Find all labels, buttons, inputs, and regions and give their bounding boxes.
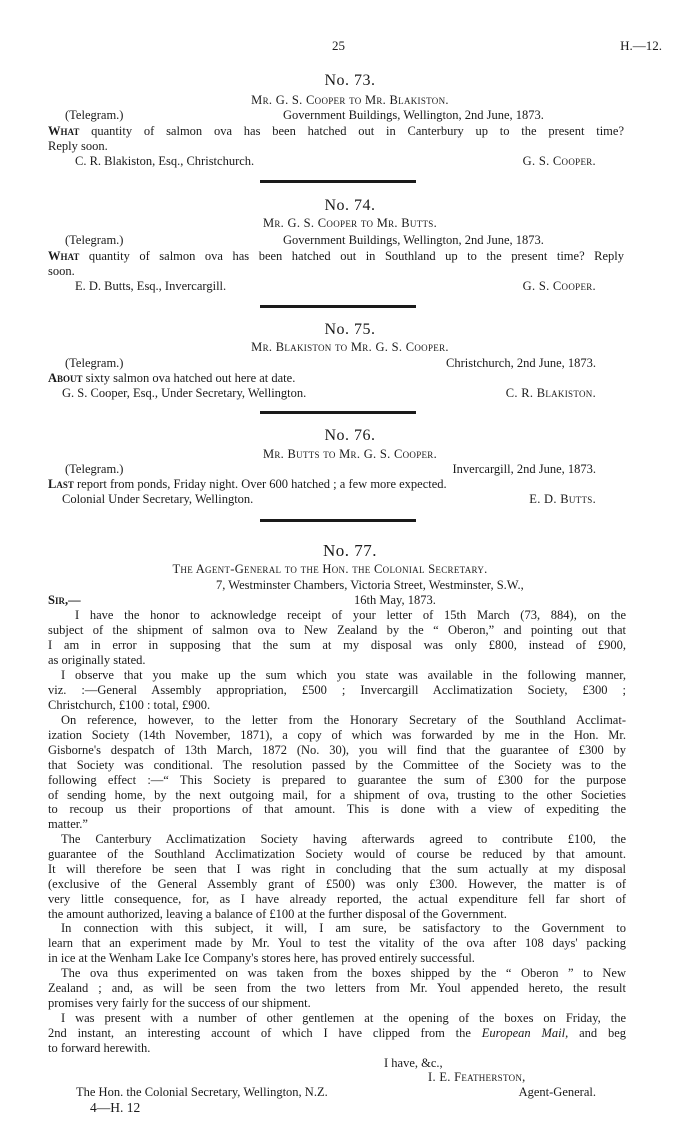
item-place-date: Government Buildings, Wellington, 2nd June, 1873. — [283, 108, 544, 122]
letter-recipient: The Hon. the Colonial Secretary, Wellington, N.Z. — [76, 1085, 328, 1099]
item-place-date: Christchurch, 2nd June, 1873. — [446, 356, 596, 370]
item-subtitle: Mr. G. S. Cooper to Mr. Blakiston. — [251, 93, 449, 107]
item-subtitle: Mr. G. S. Cooper to Mr. Butts. — [262, 216, 438, 230]
item-subtitle: Mr. Blakiston to Mr. G. S. Cooper. — [251, 340, 449, 354]
letter-paragraph-7: I was present with a number of other gentlemen at the opening of the boxes on Friday, the 2nd instant, an interesting account of which I have clipped from the European Mail, and beg to forward herewith. — [48, 1011, 626, 1055]
item-number: No. 74. — [324, 197, 376, 214]
item-body: What quantity of salmon ova has been hatched out in Canterbury up to the present time? Reply soon. — [48, 124, 624, 153]
section-rule — [260, 519, 416, 522]
section-rule — [260, 305, 416, 308]
item-number: No. 73. — [324, 72, 376, 89]
letter-paragraph-6: The ova thus experimented on was taken from the boxes shipped by the “ Oberon ” to New Zealand ; and, as will be seen from the two letters from Mr. Youl appended hereto, the result promises very fairly for the success of our shipment. — [48, 966, 626, 1010]
item-body: What quantity of salmon ova has been hatched out in Southland up to the present time? Reply soon. — [48, 249, 624, 278]
letter-paragraph-1: I have the honor to acknowledge receipt of your letter of 15th March (73, 884), on the subject of the shipment of salmon ova to New Zealand by the “ Oberon,” and pointing out that I am in error in supposing that the sum at my disposal was only £800, instead of £900, as originally stated. — [48, 608, 626, 667]
letter-address: 7, Westminster Chambers, Victoria Street, Westminster, S.W., — [216, 578, 524, 592]
section-rule — [260, 180, 416, 183]
letter-date: 16th May, 1873. — [354, 593, 436, 607]
item-signature: C. R. Blakiston. — [505, 386, 596, 400]
item-signature: E. D. Butts. — [529, 492, 596, 506]
letter-paragraph-5: In connection with this subject, it will, I am sure, be satisfactory to the Government to learn that an experiment made by Mr. Youl to test the vitality of the ova after 108 days' packing in ice at the Wenham Lake Ice Company's stores here, has proved entirely successful. — [48, 921, 626, 965]
item-type: (Telegram.) — [65, 462, 124, 476]
page-number: 25 — [332, 38, 345, 53]
item-body: Last report from ponds, Friday night. Over 600 hatched ; a few more expected. — [48, 477, 447, 491]
letter-subtitle: The Agent-General to the Hon. the Colonial Secretary. — [172, 562, 488, 576]
body-lead-word: What — [48, 124, 80, 138]
item-addressee: C. R. Blakiston, Esq., Christchurch. — [75, 154, 255, 168]
section-rule — [260, 411, 416, 414]
printer-signature-mark: 4—H. 12 — [90, 1100, 141, 1115]
item-addressee: G. S. Cooper, Esq., Under Secretary, Wellington. — [62, 386, 307, 400]
item-place-date: Invercargill, 2nd June, 1873. — [452, 462, 596, 476]
item-addressee: E. D. Butts, Esq., Invercargill. — [75, 279, 227, 293]
item-place-date: Government Buildings, Wellington, 2nd June, 1873. — [283, 233, 544, 247]
item-type: (Telegram.) — [65, 356, 124, 370]
item-type: (Telegram.) — [65, 108, 124, 122]
letter-number: No. 77. — [322, 541, 378, 560]
item-body: About sixty salmon ova hatched out here at date. — [48, 371, 296, 385]
item-type: (Telegram.) — [65, 233, 124, 247]
letter-paragraph-2: I observe that you make up the sum which you state was available in the following manner, viz. :—General Assembly appropriation, £500 ; Invercargill Acclimatization Society, £300 ; Christchurch, £100 : total, £900. — [48, 668, 626, 712]
newspaper-title: European Mail, — [481, 1025, 569, 1040]
item-number: No. 76. — [324, 427, 376, 444]
document-reference: H.—12. — [620, 38, 662, 53]
item-subtitle: Mr. Butts to Mr. G. S. Cooper. — [262, 447, 438, 461]
item-number: No. 75. — [324, 321, 376, 338]
letter-closing: I have, &c., — [384, 1056, 443, 1070]
letter-paragraph-3: On reference, however, to the letter from the Honorary Secretary of the Southland Acclimat- ization Society (14th November, 1871), a copy of which was forwarded by me in the Hon. Mr. Gisborne's despatch of 13th March, 1872 (No. 30), you will find that the guarantee of £300 by that Society was conditional. The resolution passed by the Committee of the Society was to the following effect :—“ This Society is prepared to guarantee the sum of £300 for the purpose of sending home, by the next outgoing mail, for a shipment of ova, trusting to the other Societies to recoup us their proportions of that amount. This is done with a view of expediting the matter.” — [48, 713, 626, 832]
letter-paragraph-4: The Canterbury Acclimatization Society having afterwards agreed to contribute £100, the guarantee of the Southland Acclimatization Society would of course be reduced by that amount. It will therefore be seen that I was right in concluding that the sum actually at my disposal (exclusive of the General Assembly grant of £500) was only £300. However, the matter is of very little consequence, for, as I have already reported, the actual expenditure fell far short of the amount authorized, leaving a balance of £100 at the further disposal of the Government. — [48, 832, 626, 921]
letter-salutation: Sir,— — [48, 593, 81, 607]
letter-signer: I. E. Featherston, — [428, 1070, 526, 1084]
item-signature: G. S. Cooper. — [522, 279, 596, 293]
item-addressee: Colonial Under Secretary, Wellington. — [62, 492, 254, 506]
letter-signer-title: Agent-General. — [518, 1085, 596, 1099]
item-signature: G. S. Cooper. — [522, 154, 596, 168]
